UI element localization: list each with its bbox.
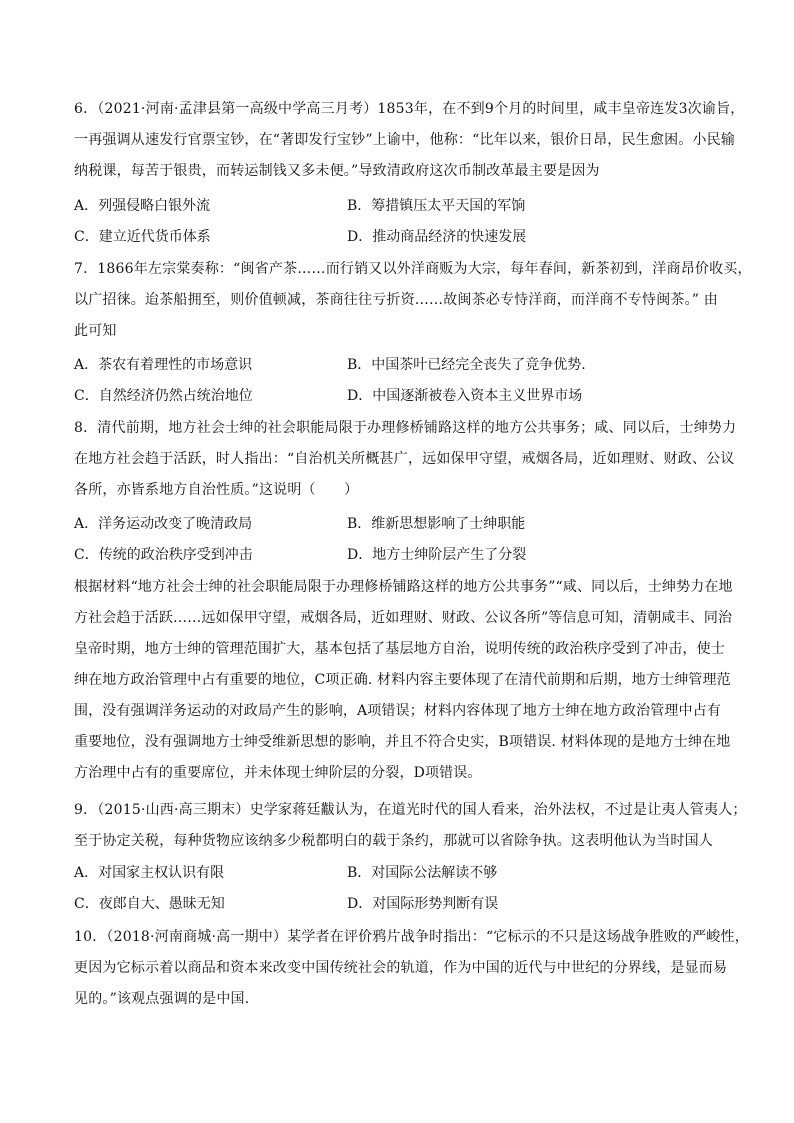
question-6-line-3: 纳税课，每苦于银贵，而转运制钱又多未便。”导致清政府这次币制改革最主要是因为 xyxy=(74,163,600,179)
question-6-option-d: D．推动商品经济的快速发展 xyxy=(347,229,527,245)
question-8-option-a: A．洋务运动改变了晚清政局 xyxy=(74,516,253,532)
question-8-line-2: 在地方社会趋于活跃，时人指出：“自治机关所概甚广，远如保甲守望，戒烟各局，近如理财、财政、公议 xyxy=(74,451,735,467)
question-9-stem xyxy=(74,795,747,857)
question-8-line-1: 8．清代前期，地方社会士绅的社会职能局限于办理修桥铺路这样的地方公共事务；咸、同以后，士绅势力 xyxy=(74,420,737,436)
question-10-line-1: 10．（2018·河南商城·高一期中）某学者在评价鸦片战争时指出：“它标示的不只是这场战争胜败的严峻性， xyxy=(74,929,749,945)
question-8-options-row-2 xyxy=(74,540,726,571)
question-6-line-1: 6．（2021·河南·孟津县第一高级中学高三月考）1853年，在不到9个月的时间里，咸丰皇帝连发3次谕旨， xyxy=(74,101,745,117)
question-7-line-2: 以广招徕。迨茶船拥至，则价值顿减，茶商往往亏折资……故闽茶必专恃洋商，而洋商不专恃闽茶。” 由 xyxy=(74,292,719,308)
question-8-stem xyxy=(74,413,737,506)
question-9-option-b: B．对国际公法解读不够 xyxy=(347,865,498,881)
question-6-options xyxy=(74,191,726,253)
question-7-option-c: C．自然经济仍然占统治地位 xyxy=(74,388,253,404)
question-7-options-row-1 xyxy=(74,350,726,381)
question-9-line-1: 9．（2015·山西·高三期末）史学家蒋廷黻认为，在道光时代的国人看来，治外法权，不过是让夷人管夷人； xyxy=(74,802,747,818)
question-8-option-d: D．地方士绅阶层产生了分裂 xyxy=(347,547,527,563)
question-8-options xyxy=(74,509,726,571)
question-6-option-c: C．建立近代货币体系 xyxy=(74,229,211,245)
explanation-line-1: 根据材料“地方社会士绅的社会职能局限于办理修桥铺路这样的地方公共事务”“咸、同以后，士绅势力在地 xyxy=(74,579,733,595)
question-6-option-a: A．列强侵略白银外流 xyxy=(74,198,211,214)
question-10-line-2: 更因为它标示着以商品和资本来改变中国传统社会的轨道，作为中国的近代与中世纪的分界线，是显而易 xyxy=(74,960,728,976)
question-8-line-3: 各所，亦皆系地方自治性质。”这说明（ ） xyxy=(74,482,359,498)
question-9-options-row-2 xyxy=(74,889,726,920)
question-10-line-3: 见的。”该观点强调的是中国. xyxy=(74,991,250,1007)
question-9-option-d: D．对国际形势判断有误 xyxy=(347,896,499,912)
question-9-option-c: C．夜郎自大、愚昧无知 xyxy=(74,896,225,912)
question-8-option-c: C．传统的政治秩序受到冲击 xyxy=(74,547,253,563)
question-9-line-2: 至于协定关税，每种货物应该纳多少税都明白的载于条约，那就可以省除争执。这表明他认为当时国人 xyxy=(74,833,713,849)
question-9-options-row-1 xyxy=(74,858,726,889)
explanation-line-3: 皇帝时期，地方士绅的管理范围扩大，基本包括了基层地方自治，说明传统的政治秩序受到了冲击，使士 xyxy=(74,641,725,657)
question-10-stem xyxy=(74,922,749,1015)
explanation-line-7: 方治理中占有的重要席位，并未体现士绅阶层的分裂，D项错误。 xyxy=(74,765,482,781)
question-7-options-row-2 xyxy=(74,381,726,412)
question-8-explanation xyxy=(74,572,733,789)
question-6-line-2: 一再强调从速发行官票宝钞，在“著即发行宝钞”上谕中，他称：“比年以来，银价日昂，民生愈困。小民输 xyxy=(74,132,736,148)
question-7-line-1: 7．1866年左宗棠奏称：“闽省产茶……而行销又以外洋商贩为大宗，每年春间，新茶初到，洋商昂价收买， xyxy=(74,261,752,277)
explanation-line-4: 绅在地方政治管理中占有重要的地位，C项正确. 材料内容主要体现了在清代前期和后期，地方士绅管理范 xyxy=(74,672,731,688)
question-7-option-a: A．茶农有着理性的市场意识 xyxy=(74,357,253,373)
question-7-option-d: D．中国逐渐被卷入资本主义世界市场 xyxy=(347,388,583,404)
question-6-option-b: B．筹措镇压太平天国的军饷 xyxy=(347,198,526,214)
question-7-option-b: B．中国茶叶已经完全丧失了竞争优势. xyxy=(347,357,586,373)
explanation-line-2: 方社会趋于活跃……远如保甲守望，戒烟各局，近如理财、财政、公议各所”等信息可知，清朝咸丰、同治 xyxy=(74,610,733,626)
question-9-option-a: A．对国家主权认识有限 xyxy=(74,865,225,881)
explanation-line-5: 围，没有强调洋务运动的对政局产生的影响，A项错误；材料内容体现了地方士绅在地方政治管理中占有 xyxy=(74,703,722,719)
question-6-options-row-2 xyxy=(74,222,726,253)
question-6-options-row-1 xyxy=(74,191,726,222)
question-8-option-b: B．维新思想影响了士绅职能 xyxy=(347,516,526,532)
question-9-options xyxy=(74,858,726,920)
question-8-options-row-1 xyxy=(74,509,726,540)
question-7-options xyxy=(74,350,726,412)
question-7-line-3: 此可知 xyxy=(74,323,117,339)
question-6-stem xyxy=(74,94,745,187)
explanation-line-6: 重要地位，没有强调地方士绅受维新思想的影响，并且不符合史实，B项错误. 材料体现的是地方士绅在地 xyxy=(74,734,731,750)
question-7-stem xyxy=(74,254,752,347)
